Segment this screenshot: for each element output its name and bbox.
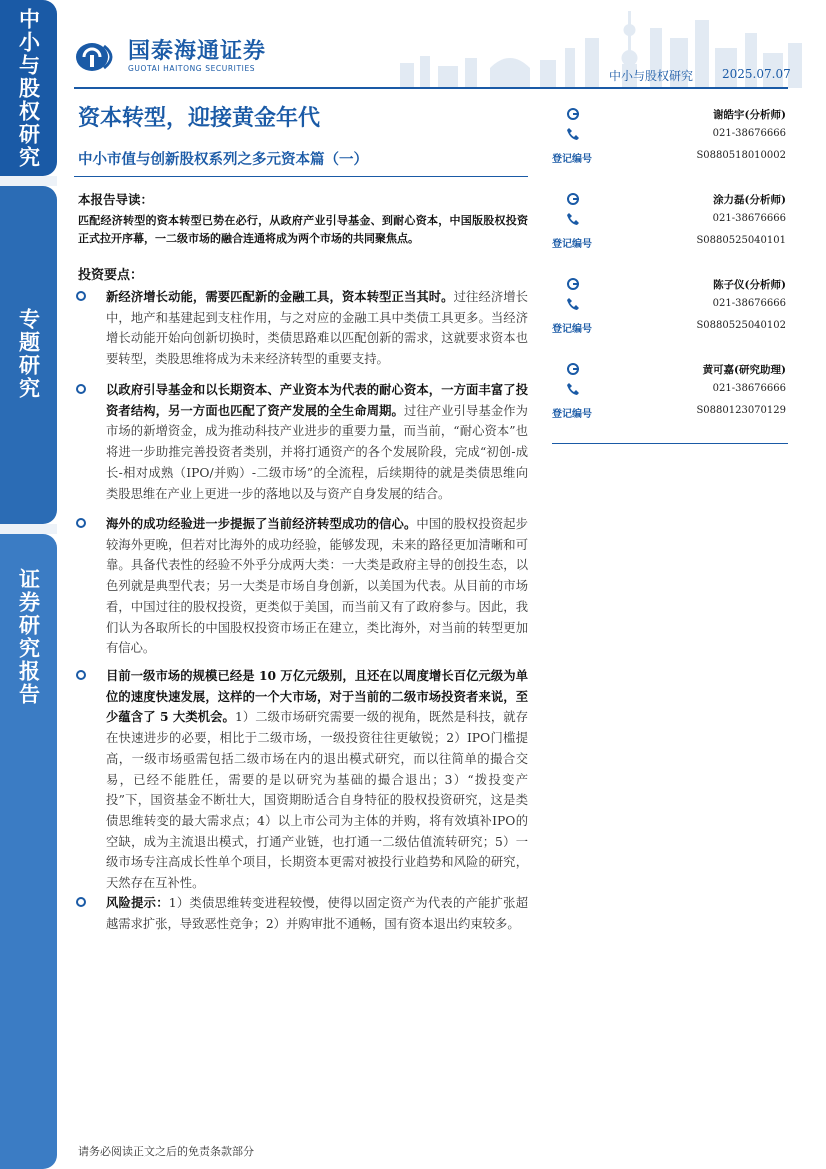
key-point-text: 过往经济增长中，地产和基建起到支柱作用，与之对应的金融工具中类债工具更多。当经济增长动能开始向创新切换时，类债思路难以匹配创新的需求，这就要求资本也要转型，类股思维将成为未来经济转型的重要支持。 — [106, 290, 528, 367]
analyst-name: 陈子仪(分析师) — [713, 279, 786, 291]
sidebar — [0, 0, 57, 1169]
registration-number: S0880518010002 — [696, 150, 786, 161]
bullet-ring-icon — [76, 291, 86, 301]
guide-heading: 本报告导读： — [78, 192, 154, 207]
sidebar-divider — [0, 176, 57, 186]
key-point — [76, 287, 528, 370]
key-point-bold: 目前一级市场的规模已经是 10 万亿元级别，且还在以周度增长百亿元级为单位的速度快速发展，这样的一个大市场，对于当前的二级市场投资者来说，至少蕴含了 5 大类机会。 — [106, 668, 528, 725]
sidebar-tab-sme-equity — [0, 0, 57, 176]
key-point-text: 过往产业引导基金作为市场的新增资金，成为推动科技产业进步的重要力量，而当前，“耐心资本”也将进一步助推完善投资者类别，并将打通资产的各个发展阶段，完成“初创-成长-相对成熟（IPO/并购）-二级市场”的全流程，后续期待的就是类债思维向类股思维在产业上更进一步的落地以及与资产自身发展的结合。 — [106, 403, 528, 501]
subtitle-divider — [74, 176, 528, 177]
key-points-heading: 投资要点： — [78, 268, 144, 283]
registration-label: 登记编号 — [552, 239, 592, 250]
analyst-card — [552, 270, 788, 355]
logo-emblem-icon — [74, 42, 120, 72]
sidebar-tab-label: 专题研究 — [16, 308, 41, 400]
header-category: 中小与股权研究 — [609, 69, 694, 83]
analysts-divider — [552, 443, 788, 444]
registration-number: S0880123070129 — [696, 405, 786, 416]
analyst-phone: 021-38676666 — [712, 213, 786, 224]
logo-english-name: GUOTAI HAITONG SECURITIES — [128, 64, 256, 73]
analyst-card — [552, 355, 788, 440]
analyst-name: 黄可嘉(研究助理) — [702, 364, 786, 376]
logo-chinese-name: 国泰海通证券 — [128, 39, 267, 64]
analyst-name: 谢皓宇(分析师) — [713, 109, 786, 121]
company-logo — [74, 40, 266, 73]
disclaimer-footer: 请务必阅读正文之后的免责条款部分 — [78, 1145, 254, 1158]
registration-number: S0880525040101 — [696, 235, 786, 246]
bullet-ring-icon — [76, 670, 86, 680]
phone-icon — [566, 382, 580, 396]
email-icon — [566, 362, 580, 376]
key-point-text: 1）二级市场研究需要一级的视角，既然是科技，就存在快速进步的必要，相比于二级市场，一级投资往往更敏锐；2）IPO门槛提高，一级市场亟需包括二级市场在内的退出模式研究，而以往简单的撮合交易，已经不能胜任，需要的是以研究为基础的撮合退出；3）“拨投变产投”下，国资基金不断壮大，国资期盼适合自身特征的股权投资研究，这是类债思维转变的最大需求点；4）以上市公司为主体的并购，将有效填补IPO的空缺，成为主流退出模式，打通产业链，也打通一二级估值流转研究；5）一级市场专注高成长性单个项目，长期资本更需对被投行业趋势和风险的研究，天然存在互补性。 — [106, 710, 529, 891]
registration-number: S0880525040102 — [696, 320, 786, 331]
key-point-text: 中国的股权投资起步较海外更晚，但若对比海外的成功经验，能够发现，未来的路径更加清晰和可靠。具备代表性的经验不外乎分成两大类：一大类是政府主导的创投生态，以色列就是典型代表；另一大类是市场自身创新，以美国为代表。从目前的市场看，中国过往的股权投资，更类似于美国，而当前又有了政府参与。因此，我们认为各取所长的中国股权投资市场正在建立，类比海外，对当前的转型更加有信心。 — [106, 517, 528, 656]
analyst-card — [552, 100, 788, 185]
analyst-phone: 021-38676666 — [712, 383, 786, 394]
report-title: 资本转型，迎接黄金年代 — [78, 105, 321, 131]
sidebar-divider — [0, 524, 57, 534]
sidebar-tab-label: 证券研究报告 — [16, 568, 41, 706]
analyst-list — [552, 100, 788, 440]
analyst-name: 涂力磊(分析师) — [713, 194, 786, 206]
key-point — [76, 380, 528, 504]
analyst-phone: 021-38676666 — [712, 298, 786, 309]
key-point-text: 1）类债思维转变进程较慢，使得以固定资产为代表的产能扩张超越需求扩张，导致恶性竞争；2）并购审批不通畅，国有资本退出约束较多。 — [106, 896, 528, 931]
key-point-bold: 风险提示： — [106, 895, 169, 910]
bullet-ring-icon — [76, 384, 86, 394]
report-subtitle: 中小市值与创新股权系列之多元资本篇（一） — [78, 151, 368, 168]
registration-label: 登记编号 — [552, 409, 592, 420]
key-point-bold: 新经济增长动能，需要匹配新的金融工具，资本转型正当其时。 — [106, 289, 454, 304]
email-icon — [566, 192, 580, 206]
key-point — [76, 514, 528, 659]
sidebar-tab-special-topic — [0, 186, 57, 524]
bullet-ring-icon — [76, 897, 86, 907]
registration-label: 登记编号 — [552, 324, 592, 335]
key-point-risk — [76, 893, 528, 934]
bullet-ring-icon — [76, 518, 86, 528]
phone-icon — [566, 127, 580, 141]
registration-label: 登记编号 — [552, 154, 592, 165]
phone-icon — [566, 297, 580, 311]
analyst-phone: 021-38676666 — [712, 128, 786, 139]
email-icon — [566, 107, 580, 121]
analyst-card — [552, 185, 788, 270]
key-point-bold: 以政府引导基金和以长期资本、产业资本为代表的耐心资本，一方面丰富了投资者结构，另一方面也匹配了资产发展的全生命周期。 — [106, 382, 528, 418]
key-point — [76, 666, 528, 894]
guide-text: 匹配经济转型的资本转型已势在必行，从政府产业引导基金、到耐心资本，中国版股权投资正式拉开序幕，一二级市场的融合连通将成为两个市场的共同聚焦点。 — [78, 214, 528, 245]
key-point-bold: 海外的成功经验进一步提振了当前经济转型成功的信心。 — [106, 516, 417, 531]
header-divider — [74, 87, 788, 89]
sidebar-tab-label: 中小与股权研究 — [16, 8, 41, 169]
sidebar-tab-securities-report — [0, 534, 57, 1169]
header-date: 2025.07.07 — [722, 67, 791, 81]
email-icon — [566, 277, 580, 291]
phone-icon — [566, 212, 580, 226]
